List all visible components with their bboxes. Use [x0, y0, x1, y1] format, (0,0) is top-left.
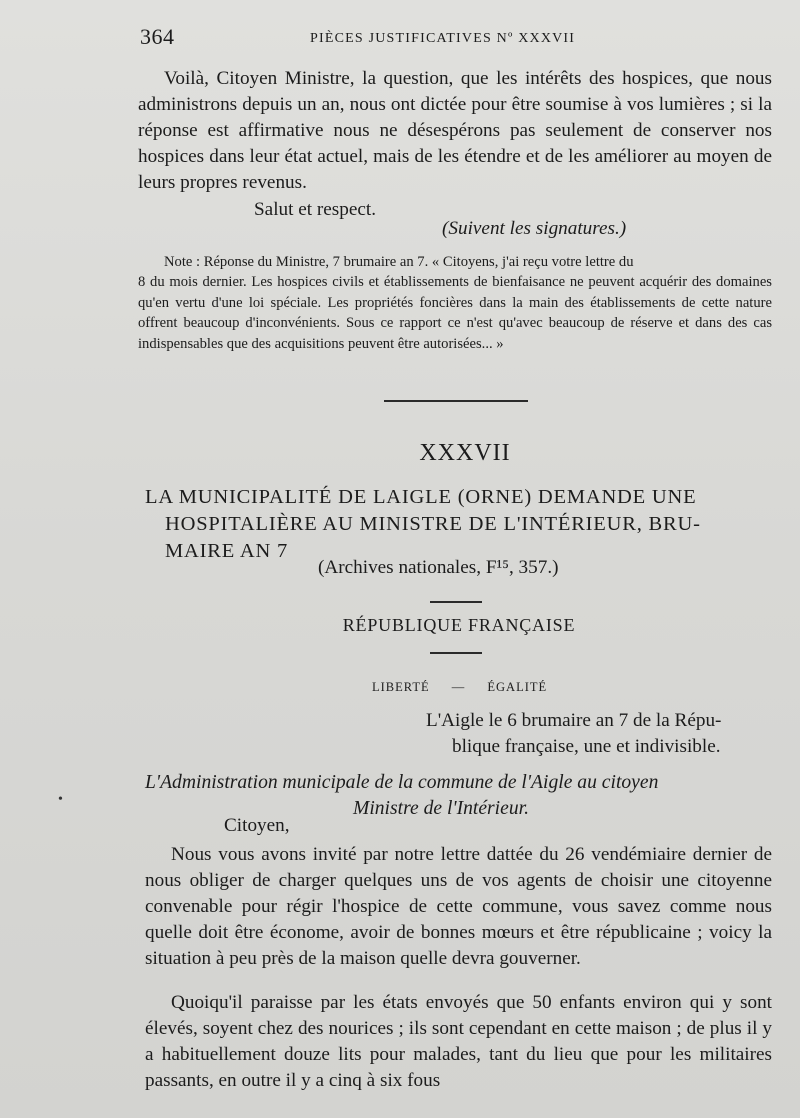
ministerial-note — [138, 252, 772, 354]
archive-reference: (Archives nationales, F¹⁵, 357.) — [318, 557, 559, 578]
address-line-1: L'Administration municipale de la commune de l'Aigle au citoyen — [145, 772, 659, 793]
letter-salutation: Citoyen, — [224, 815, 290, 836]
letter-dateline — [426, 708, 772, 760]
dateline-line-1: L'Aigle le 6 brumaire an 7 de la Répu- — [426, 710, 722, 731]
section-title — [145, 484, 767, 565]
running-head — [140, 24, 764, 54]
section-title-line-2: HOSPITALIÈRE AU MINISTRE DE L'INTÉRIEUR, BRU- — [165, 513, 701, 535]
signatures-note: (Suivent les signatures.) — [442, 218, 627, 239]
section-title-line-1: LA MUNICIPALITÉ DE LAIGLE (ORNE) DEMANDE UNE — [145, 486, 697, 508]
letterhead-rule-bottom — [430, 652, 482, 654]
section-separator-rule — [384, 400, 528, 402]
address-line-2: Ministre de l'Intérieur. — [353, 798, 529, 819]
motto-dash: — — [451, 680, 466, 694]
note-continuation: 8 du mois dernier. Les hospices civils et établissements de bienfaisance ne peuvent acquérir des domaines qu'en vertu d'une loi spéciale. Les propriétés foncières dans la main des établissements de cette nature offrent beaucoup d'inconvénients. Sous ce rapport ce n'est qu'avec beaucoup de réserve et dans des cas indispensables que des acquisitions peuvent être autorisées... » — [138, 274, 772, 352]
letterhead-motto — [372, 680, 547, 695]
running-title: PIÈCES JUSTIFICATIVES Nº XXXVII — [310, 31, 576, 46]
letter-paragraph-2: Quoiqu'il paraisse par les états envoyés que 50 enfants environ qui y sont élevés, soyent chez des nourices ; ils sont cependant en cette maison ; de plus il y a habituellement douze lits pour malades, tant du lieu que pour les militaires passants, en outre il y a cinq à six fous — [145, 992, 772, 1091]
letter-paragraph-1: Nous vous avons invité par notre lettre dattée du 26 vendémiaire dernier de nous obliger de charger quelques uns de vos agents de choisir une citoyenne convenable pour régir l'hospice de cette commune, vous savez comme nous quelle doit être économe, avoir de bonnes mœurs et être républicaine ; voicy la situation à peu près de la maison quelle devra gouverner. — [145, 844, 772, 969]
section-title-line-3: MAIRE AN 7 — [165, 540, 289, 562]
letterhead-republique: RÉPUBLIQUE FRANÇAISE — [342, 615, 576, 635]
note-first-line: Note : Réponse du Ministre, 7 brumaire an 7. « Citoyens, j'ai reçu votre lettre du — [164, 254, 634, 270]
dateline-line-2: blique française, une et indivisible. — [452, 736, 721, 757]
motto-liberte: LIBERTÉ — [372, 680, 430, 694]
section-number: XXXVII — [419, 440, 511, 466]
closing-salutation: Salut et respect. — [254, 199, 377, 220]
page-number: 364 — [140, 24, 175, 49]
margin-dot: • — [58, 792, 63, 807]
intro-paragraph: Voilà, Citoyen Ministre, la question, que les intérêts des hospices, que nous administrons depuis un an, nous ont dictée pour être soumise à vos lumières ; si la réponse est affirmative nous ne désespérons pas seulement de conserver nos hospices dans leur état actuel, mais de les étendre et de les améliorer au moyen de leurs propres revenus. — [138, 68, 772, 193]
letterhead-rule-top — [430, 601, 482, 603]
motto-egalite: ÉGALITÉ — [487, 680, 548, 694]
